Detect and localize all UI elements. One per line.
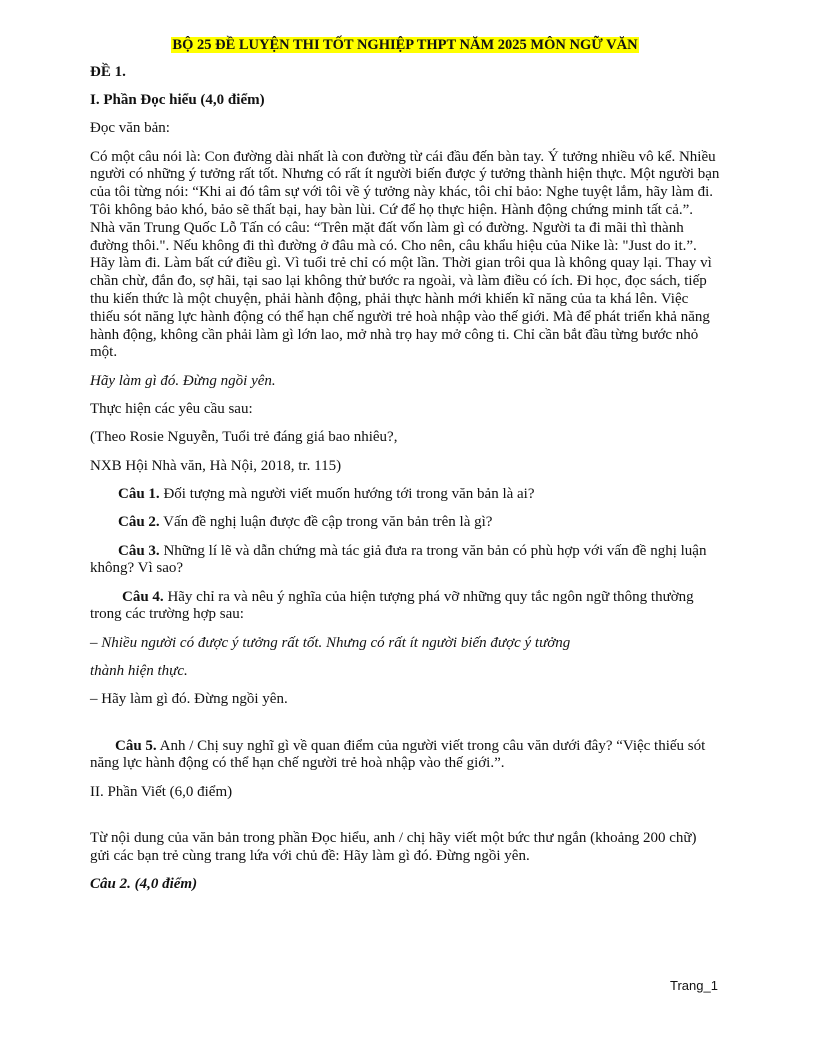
question-2-text: Vấn đề nghị luận được đề cập trong văn bản trên là gì?	[159, 514, 493, 531]
q4-example-1-line-1: – Nhiều người có được ý tưởng rất tốt. Nhưng có rất ít người biến được ý tưởng	[90, 634, 571, 651]
document-title: BỘ 25 ĐỀ LUYỆN THI TỐT NGHIỆP THPT NĂM 2025 MÔN NGỮ VĂN	[172, 37, 638, 53]
source-line-1: (Theo Rosie Nguyễn, Tuổi trẻ đáng giá bao nhiêu?,	[90, 429, 398, 446]
question-3	[90, 543, 720, 579]
instructions: Thực hiện các yêu cầu sau:	[90, 401, 253, 418]
spacer	[90, 812, 720, 830]
section1-heading: I. Phần Đọc hiểu (4,0 điểm)	[90, 92, 265, 109]
read-prompt: Đọc văn bản:	[90, 120, 170, 137]
question-2-heading: Câu 2. (4,0 điểm)	[90, 876, 198, 893]
question-1	[90, 486, 720, 504]
question-1-label: Câu 1.	[118, 485, 160, 502]
section2-heading: II. Phần Viết (6,0 điểm)	[90, 783, 233, 800]
question-5	[90, 738, 720, 774]
title-wrapper	[90, 36, 720, 55]
question-3-text: Những lí lẽ và dẫn chứng mà tác giả đưa ra trong văn bản có phù hợp với vấn đề nghị luận không? Vì sao?	[90, 542, 707, 577]
question-1-text: Đối tượng mà người viết muốn hướng tới trong văn bản là ai?	[159, 485, 535, 502]
question-5-text: Anh / Chị suy nghĩ gì về quan điểm của người viết trong câu văn dưới đây? “Việc thiếu sót năng lực hành động có thể hạn chế người trẻ hoà nhập vào thế giới.”.	[90, 737, 706, 772]
document-body	[90, 36, 720, 904]
reading-passage: Có một câu nói là: Con đường dài nhất là con đường từ cái đầu đến bàn tay. Ý tưởng nhiều vô kể. Nhiều người có những ý tưởng rất tốt. Nhưng có rất ít người biến được ý tưởng thành hiện thực. Một người bạn của tôi từng nói: “Khi ai đó tâm sự với tôi về ý tưởng này khác, tôi chỉ bảo: Nghe tuyệt lắm, hãy làm đi. Tôi không bảo khó, bảo sẽ thất bại, hay bàn lùi. Cứ để họ thực hiện. Hành động chứng minh tất cả.”. Nhà văn Trung Quốc Lỗ Tấn có câu: “Trên mặt đất vốn làm gì có đường. Người ta đi mãi thì thành đường thôi.". Nếu không đi thì đường ở đâu mà có. Cho nên, câu khẩu hiệu của Nike là: "Just do it.”. Hãy làm đi. Làm bất cứ điều gì. Vì tuổi trẻ chỉ có một lần. Thời gian trôi qua là không quay lại. Thay vì chần chừ, đắn đo, sợ hãi, tại sao lại không thử bước ra ngoài, và làm điều có ích. Đi học, đọc sách, tiếp thu kiến thức là một chuyện, phải hành động, phải thực hành mới khiến kĩ năng của ta khá lên. Việc thiếu sót năng lực hành động có thể hạn chế người trẻ hoà nhập vào thế giới. Mà để phát triển khả năng hành động, không cần phải làm gì lớn lao, mở nhà trọ hay mở công ti. Chỉ cần bắt đầu từng bước nhỏ một.	[90, 148, 720, 361]
question-2	[90, 514, 720, 532]
question-5-label: Câu 5.	[115, 737, 157, 754]
question-3-label: Câu 3.	[118, 542, 160, 559]
source-line-2: NXB Hội Nhà văn, Hà Nội, 2018, tr. 115)	[90, 457, 342, 474]
spacer	[90, 720, 720, 738]
question-4-label: Câu 4.	[122, 588, 164, 605]
passage-closing: Hãy làm gì đó. Đừng ngồi yên.	[90, 372, 276, 389]
q4-example-2: – Hãy làm gì đó. Đừng ngồi yên.	[90, 691, 288, 708]
exam-label: ĐỀ 1.	[90, 63, 126, 80]
q4-example-1-line-2: thành hiện thực.	[90, 663, 188, 680]
page-footer: Trang_1	[670, 978, 718, 993]
question-4	[90, 589, 720, 625]
question-2-label: Câu 2.	[118, 514, 160, 531]
question-4-text: Hãy chỉ ra và nêu ý nghĩa của hiện tượng phá vỡ những quy tắc ngôn ngữ thông thường trong các trường hợp sau:	[90, 588, 694, 623]
writing-task: Từ nội dung của văn bản trong phần Đọc hiểu, anh / chị hãy viết một bức thư ngắn (khoảng 200 chữ) gửi các bạn trẻ cùng trang lứa với chủ đề: Hãy làm gì đó. Đừng ngồi yên.	[90, 830, 697, 864]
